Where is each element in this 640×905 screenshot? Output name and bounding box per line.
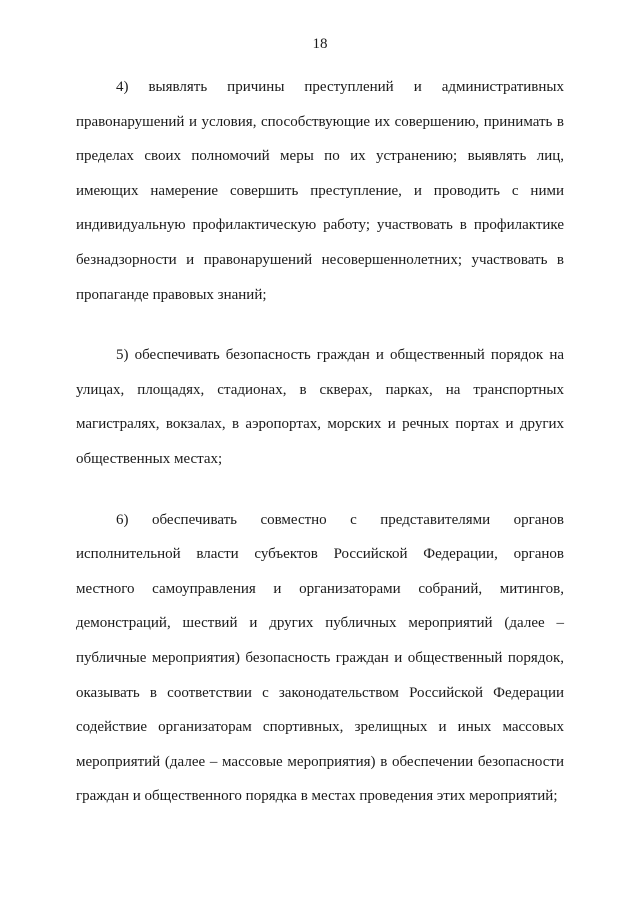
paragraph-item-6 — [76, 503, 564, 814]
text-line: индивидуальную профилактическую работу; участвовать в профилактике — [76, 217, 564, 234]
text-line: мероприятий (далее – массовые мероприятия) в обеспечении безопасности — [76, 753, 564, 770]
paragraph-item-4 — [76, 70, 564, 312]
paragraph-spacer — [76, 477, 564, 503]
text-line: демонстраций, шествий и других публичных мероприятий (далее – — [76, 615, 564, 632]
paragraph-item-5 — [76, 338, 564, 476]
text-line: безнадзорности и правонарушений несовершеннолетних; участвовать в — [76, 251, 564, 268]
text-line: улицах, площадях, стадионах, в скверах, парках, на транспортных — [76, 381, 564, 398]
document-body — [76, 70, 564, 814]
page-number: 18 — [312, 36, 328, 52]
text-line: 4) выявлять причины преступлений и административных — [116, 79, 564, 95]
text-line: местного самоуправления и организаторами собраний, митингов, — [76, 580, 564, 597]
text-line: оказывать в соответствии с законодательством Российской Федерации — [76, 684, 564, 701]
text-line: пределах своих полномочий меры по их устранению; выявлять лиц, — [76, 148, 564, 165]
text-line: публичные мероприятия) безопасность граждан и общественный порядок, — [76, 649, 564, 666]
text-line: 6) обеспечивать совместно с представителями органов — [116, 511, 564, 528]
text-line: содействие организаторам спортивных, зрелищных и иных массовых — [76, 719, 564, 736]
text-line: общественных местах; — [76, 450, 223, 467]
text-line: пропаганде правовых знаний; — [76, 286, 267, 303]
text-line: 5) обеспечивать безопасность граждан и общественный порядок на — [116, 347, 564, 364]
text-line: магистралях, вокзалах, в аэропортах, морских и речных портах и других — [76, 416, 564, 433]
text-line: граждан и общественного порядка в местах проведения этих мероприятий; — [76, 788, 558, 805]
paragraph-spacer — [76, 312, 564, 338]
text-line: имеющих намерение совершить преступление, и проводить с ними — [76, 182, 564, 199]
text-line: исполнительной власти субъектов Российской Федерации, органов — [76, 546, 564, 563]
text-line: правонарушений и условия, способствующие их совершению, принимать в — [76, 113, 564, 130]
